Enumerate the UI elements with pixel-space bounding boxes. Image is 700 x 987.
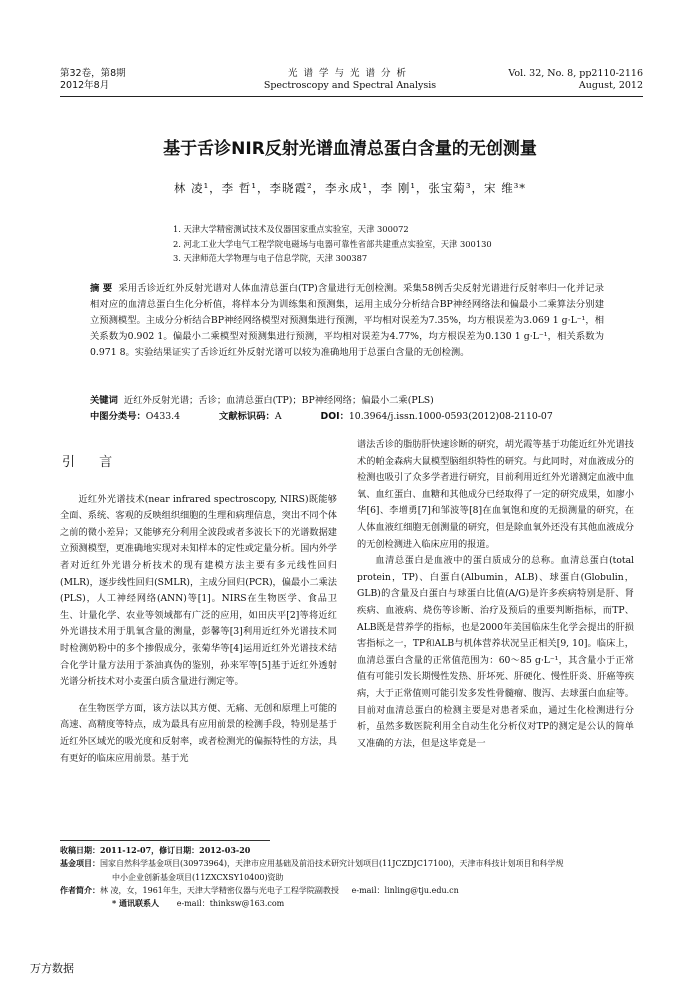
fund-text-2: 中小企业创新基金项目(11ZXCXSY10400)资助: [112, 872, 284, 882]
author-list: 林 凌¹，李 哲¹，李晓霞²，李永成¹，李 刚¹，张宝菊³，宋 维³*: [173, 181, 527, 195]
fund-label: 基金项目：: [60, 858, 100, 869]
doi-value: 10.3964/j.issn.1000-0593(2012)08-2110-07: [348, 411, 553, 422]
keywords-block: [90, 393, 604, 425]
header-issue: [508, 68, 643, 92]
journal-name-en: Spectroscopy and Spectral Analysis: [263, 80, 437, 91]
keywords-label: 关键词: [90, 395, 118, 406]
clc-value: O433.4: [145, 411, 181, 422]
clc-label: 中图分类号：: [90, 411, 146, 422]
article-title: 基于舌诊NIR反射光谱血清总蛋白含量的无创测量: [163, 139, 537, 159]
date-cn: 2012年8月: [60, 80, 110, 91]
contact-email: e-mail：thinksw@163.com: [176, 899, 285, 909]
corresponding-author: * 通讯联系人: [112, 898, 159, 909]
author-bio-label: 作者简介：: [60, 884, 100, 895]
keywords-text: 近红外反射光谱；舌诊；血清总蛋白(TP)；BP神经网络；偏最小二乘(PLS): [123, 395, 434, 406]
header-divider: [60, 96, 643, 97]
header-volume: [60, 68, 126, 92]
fund-text-1: 国家自然科学基金项目(30973964)，天津市应用基础及前沿技术研究计划项目(11JCZDJC17100)，天津市科技计划项目和科学规: [100, 859, 564, 869]
abstract-label: 摘 要: [90, 283, 113, 294]
footnote-divider: [60, 840, 270, 841]
footnotes: [60, 844, 650, 910]
left-column: [60, 437, 337, 767]
affiliation-3: 3. 天津师范大学物理与电子信息学院，天津 300387: [173, 253, 368, 263]
volume-en: Vol. 32, No. 8, pp2110-2116: [508, 68, 643, 79]
abstract-text: 采用舌诊近红外反射光谱对人体血清总蛋白(TP)含量进行无创检测。采集58例舌尖反射光谱进行反射率归一化并记录相对应的血清总蛋白生化分析值，将样本分为训练集和预测集，运用主成分分析结合BP神经网络法和偏最小二乘算法分别建立预测模型。主成分分析结合BP神经网络模型对预测集进行预测，平均相对误差为7.35%，均方根误差为3.069 1 g·L⁻¹，相关系数为0.902 1。偏最小二乘模型对预测集进行预测，平均相对误差为4.77%，均方根误差为0.130 1 g·L⁻¹，相关系数为0.971 8。实验结果证实了舌诊近红外反射光谱可以较为准确地用于总蛋白含量的无创检测。: [90, 283, 604, 358]
affiliations: [173, 222, 492, 266]
affiliation-1: 1. 天津大学精密测试技术及仪器国家重点实验室，天津 300072: [173, 224, 409, 234]
right-column: [357, 437, 634, 752]
journal-name-cn: 光谱学与光谱分析: [287, 68, 412, 79]
author-bio-text: 林 凌，女，1961年生，天津大学精密仪器与光电子工程学院副教授: [100, 885, 339, 895]
intro-paragraph-2: 在生物医学方面，该方法以其方便、无痛、无创和原理上可能的高速、高精度等特点，成为最具有应用前景的检测手段，特别是基于近红外区域光的吸光度和反射率，或者检测光的偏振特性的方法，具有更好的临床应用前景。基于光: [60, 702, 337, 764]
volume-cn: 第32卷，第8期: [60, 68, 126, 79]
doc-label: 文献标识码：: [219, 411, 275, 422]
intro-paragraph-4: 血清总蛋白是血液中的蛋白质成分的总称。血清总蛋白(total protein，TP)、白蛋白(Albumin，ALB)、球蛋白(Globulin，GLB)的含量及白蛋白与球蛋白比值(A/G)是许多疾病特别是肝、肾疾病、血液病、烧伤等诊断、治疗及预后的重要判断指标，而TP、ALB既是营养学的指标，也是2000年美国临床生化学会提出的肝损害指标之一，TP和ALB与机体营养状况呈正相关[9, 10]。临床上，血清总蛋白含量的正常值范围为：60～85 g·L⁻¹，其含量小于正常值有可能引发长期慢性发热、肝坏死、肝硬化、慢性肝炎、肝癌等疾病，大于正常值则可能引发多发性骨髓瘤、腹泻、去球蛋白血症等。目前对血清总蛋白的检测主要是对患者采血，通过生化检测进行分析，虽然多数医院利用全自动生化分析仪对TP的测定是公认的简单又准确的方法，但是这毕竟是一: [357, 555, 634, 749]
author-email: e-mail：linling@tju.edu.cn: [351, 885, 459, 895]
intro-paragraph-1: 近红外光谱技术(near infrared spectroscopy, NIRS)既能够全面、系统、客观的反映组织细胞的生理和病理信息，突出不同个体之前的微小差异；又能够充分利用全波段或者多波长下的光谱数据建立预测模型，更准确地实现对未知样本的定性或定量分析。国内外学者对近红外光谱分析技术的现有建模方法主要有多元线性回归(MLR)，逐步线性回归(SMLR)，主成分回归(PCR)，偏最小二乘法(PLS)，人工神经网络(ANN)等[1]。NIRS在生物医学、食品卫生、计量化学、农业等领域都有广泛的应用，如田庆平[2]等将近红外光谱技术用于肌氧含量的测量，彭馨等[3]利用近红外光谱技术同时检测奶粉中的多个掺假成分，张菊华等[4]运用近红外光谱技术结合化学计量方法用于茶油真伪的鉴别，孙来军等[5]基于近红外透射光谱分析技术对小麦蛋白质含量进行测定等。: [60, 493, 337, 688]
intro-paragraph-3: 谱法舌诊的脂肪肝快速诊断的研究，胡光霞等基于功能近红外光谱技术的帕金森病大鼠模型脑组织特性的研究。与此同时，对血液成分的检测也吸引了众多学者进行研究，目前利用近红外光谱测定血液中血氧、血红蛋白、血糖和其他成分已经取得了一定的研究成果，如廖小华[6]、李增勇[7]和邹波等[8]在血氧饱和度的无损测量的研究，在人体血液红细胞无创测量的研究，但是除血氧外还没有其他血液成分的无创检测进入临床应用的报道。: [357, 439, 634, 550]
affiliation-2: 2. 河北工业大学电气工程学院电磁场与电器可靠性省部共建重点实验室，天津 300130: [173, 238, 492, 249]
header-journal: [230, 68, 470, 92]
classification-line: [90, 409, 604, 425]
doc-value: A: [274, 411, 282, 422]
date-en: August, 2012: [578, 80, 643, 91]
abstract: [90, 281, 604, 361]
received-dates: 收稿日期：2011-12-07，修订日期：2012-03-20: [60, 845, 251, 855]
section-heading-introduction: 引 言: [62, 455, 123, 470]
doi-label: DOI：: [320, 411, 349, 422]
wanfang-watermark: 万方数据: [30, 962, 74, 975]
